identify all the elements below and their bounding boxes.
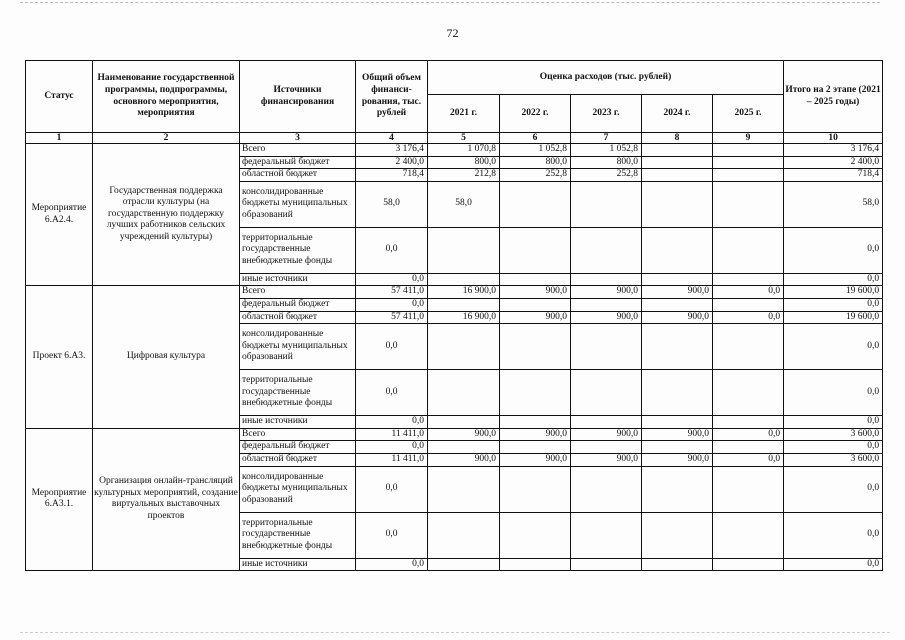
value-cell-y2025 <box>713 416 784 429</box>
value-cell-itogo: 19 600,0 <box>784 286 883 299</box>
program-name-cell: Организация онлайн-трансляций культурных мероприятий, создание виртуальных выставочных проектов <box>93 428 240 570</box>
value-cell-y2025: 0,0 <box>713 428 784 441</box>
scan-edge-top <box>20 2 880 3</box>
value-cell-y2025: 0,0 <box>713 453 784 466</box>
value-cell-y2024 <box>642 273 713 286</box>
value-cell-total: 0,0 <box>356 370 428 416</box>
value-cell-total: 3 176,4 <box>356 144 428 157</box>
value-cell-y2025 <box>713 227 784 273</box>
value-cell-y2023 <box>571 512 642 558</box>
value-cell-y2024 <box>642 298 713 311</box>
value-cell-y2024: 900,0 <box>642 453 713 466</box>
value-cell-y2025: 0,0 <box>713 311 784 324</box>
value-cell-total: 718,4 <box>356 169 428 182</box>
source-cell: консолидированные бюджеты муниципальных образований <box>240 181 356 227</box>
value-cell-y2021 <box>428 558 500 571</box>
value-cell-y2024 <box>642 558 713 571</box>
value-cell-y2024 <box>642 169 713 182</box>
value-cell-y2021: 900,0 <box>428 428 500 441</box>
value-cell-y2022 <box>500 558 571 571</box>
value-cell-itogo: 0,0 <box>784 227 883 273</box>
column-number: 7 <box>571 133 642 144</box>
source-cell: Всего <box>240 286 356 299</box>
value-cell-total: 0,0 <box>356 324 428 370</box>
header-sources: Источники финансирования <box>240 61 356 133</box>
header-year-2023: 2023 г. <box>571 95 642 133</box>
column-number: 1 <box>26 133 93 144</box>
program-name-cell: Государственная поддержка отрасли культуры (на государственную поддержку лучших работников сельских учреждений культуры) <box>93 144 240 286</box>
value-cell-itogo: 2 400,0 <box>784 156 883 169</box>
scan-edge-bottom <box>20 632 890 633</box>
table-row <box>26 428 883 441</box>
value-cell-y2022: 252,8 <box>500 169 571 182</box>
value-cell-y2025 <box>713 324 784 370</box>
value-cell-itogo: 0,0 <box>784 370 883 416</box>
value-cell-y2025 <box>713 181 784 227</box>
value-cell-y2022 <box>500 227 571 273</box>
value-cell-y2021 <box>428 370 500 416</box>
value-cell-y2022 <box>500 441 571 454</box>
source-cell: областной бюджет <box>240 311 356 324</box>
value-cell-itogo: 3 176,4 <box>784 144 883 157</box>
value-cell-y2024 <box>642 370 713 416</box>
source-cell: территориальные государственные внебюджетные фонды <box>240 512 356 558</box>
program-name-cell: Цифровая культура <box>93 286 240 428</box>
value-cell-y2024: 900,0 <box>642 286 713 299</box>
value-cell-y2022 <box>500 324 571 370</box>
source-cell: иные источники <box>240 558 356 571</box>
value-cell-y2022 <box>500 370 571 416</box>
value-cell-y2025 <box>713 370 784 416</box>
value-cell-itogo: 0,0 <box>784 324 883 370</box>
source-cell: областной бюджет <box>240 169 356 182</box>
value-cell-total: 0,0 <box>356 273 428 286</box>
table-body <box>26 144 883 571</box>
value-cell-y2022 <box>500 273 571 286</box>
value-cell-itogo: 0,0 <box>784 298 883 311</box>
value-cell-y2025 <box>713 558 784 571</box>
value-cell-itogo: 718,4 <box>784 169 883 182</box>
column-number-row <box>26 133 883 144</box>
value-cell-y2021: 212,8 <box>428 169 500 182</box>
value-cell-itogo: 58,0 <box>784 181 883 227</box>
value-cell-y2021: 900,0 <box>428 453 500 466</box>
value-cell-y2021 <box>428 441 500 454</box>
column-number: 3 <box>240 133 356 144</box>
status-cell: Мероприятие 6.А2.4. <box>26 144 93 286</box>
table-row <box>26 144 883 157</box>
value-cell-y2021: 16 900,0 <box>428 311 500 324</box>
value-cell-y2023 <box>571 324 642 370</box>
column-number: 4 <box>356 133 428 144</box>
value-cell-total: 11 411,0 <box>356 428 428 441</box>
value-cell-y2025 <box>713 466 784 512</box>
source-cell: территориальные государственные внебюджетные фонды <box>240 227 356 273</box>
column-number: 10 <box>784 133 883 144</box>
column-number: 9 <box>713 133 784 144</box>
column-number: 6 <box>500 133 571 144</box>
value-cell-y2023: 900,0 <box>571 286 642 299</box>
header-year-2024: 2024 г. <box>642 95 713 133</box>
value-cell-y2023 <box>571 441 642 454</box>
page-number: 72 <box>446 26 459 40</box>
value-cell-y2021: 1 070,8 <box>428 144 500 157</box>
source-cell: иные источники <box>240 416 356 429</box>
value-cell-y2024 <box>642 466 713 512</box>
value-cell-y2023 <box>571 227 642 273</box>
value-cell-total: 57 411,0 <box>356 286 428 299</box>
value-cell-itogo: 0,0 <box>784 441 883 454</box>
column-number: 8 <box>642 133 713 144</box>
value-cell-total: 0,0 <box>356 298 428 311</box>
table-row <box>26 286 883 299</box>
value-cell-y2023 <box>571 370 642 416</box>
value-cell-total: 57 411,0 <box>356 311 428 324</box>
value-cell-y2022: 800,0 <box>500 156 571 169</box>
value-cell-y2024: 900,0 <box>642 311 713 324</box>
value-cell-y2024 <box>642 227 713 273</box>
source-cell: иные источники <box>240 273 356 286</box>
value-cell-y2024 <box>642 416 713 429</box>
value-cell-itogo: 0,0 <box>784 416 883 429</box>
value-cell-y2023: 900,0 <box>571 453 642 466</box>
value-cell-total: 0,0 <box>356 558 428 571</box>
value-cell-y2024 <box>642 181 713 227</box>
value-cell-y2024 <box>642 156 713 169</box>
value-cell-y2025 <box>713 512 784 558</box>
value-cell-total: 0,0 <box>356 416 428 429</box>
value-cell-y2022: 900,0 <box>500 286 571 299</box>
value-cell-y2023: 800,0 <box>571 156 642 169</box>
header-total: Общий объем финанси-рования, тыс. рублей <box>356 61 428 133</box>
status-cell: Проект 6.А3. <box>26 286 93 428</box>
value-cell-y2021: 800,0 <box>428 156 500 169</box>
value-cell-y2022 <box>500 466 571 512</box>
value-cell-y2023: 252,8 <box>571 169 642 182</box>
value-cell-y2021 <box>428 227 500 273</box>
value-cell-total: 11 411,0 <box>356 453 428 466</box>
source-cell: консолидированные бюджеты муниципальных образований <box>240 324 356 370</box>
source-cell: федеральный бюджет <box>240 156 356 169</box>
header-status: Статус <box>26 61 93 133</box>
value-cell-itogo: 3 600,0 <box>784 453 883 466</box>
value-cell-y2023 <box>571 181 642 227</box>
value-cell-y2025 <box>713 156 784 169</box>
value-cell-y2021: 16 900,0 <box>428 286 500 299</box>
value-cell-y2021 <box>428 324 500 370</box>
value-cell-y2021 <box>428 512 500 558</box>
value-cell-y2023 <box>571 416 642 429</box>
value-cell-y2023: 1 052,8 <box>571 144 642 157</box>
header-name: Наименование государственной программы, подпрограммы, основного мероприятия, мероприятия <box>93 61 240 133</box>
column-number: 2 <box>93 133 240 144</box>
value-cell-y2023 <box>571 466 642 512</box>
value-cell-y2024 <box>642 441 713 454</box>
value-cell-total: 0,0 <box>356 512 428 558</box>
header-estimate: Оценка расходов (тыс. рублей) <box>428 61 784 95</box>
value-cell-y2023 <box>571 298 642 311</box>
budget-table <box>25 60 883 571</box>
value-cell-total: 58,0 <box>356 181 428 227</box>
value-cell-y2023 <box>571 558 642 571</box>
source-cell: Всего <box>240 144 356 157</box>
value-cell-total: 0,0 <box>356 441 428 454</box>
source-cell: Всего <box>240 428 356 441</box>
value-cell-y2021 <box>428 416 500 429</box>
value-cell-y2021 <box>428 298 500 311</box>
value-cell-total: 2 400,0 <box>356 156 428 169</box>
value-cell-y2024 <box>642 324 713 370</box>
value-cell-itogo: 0,0 <box>784 558 883 571</box>
value-cell-itogo: 3 600,0 <box>784 428 883 441</box>
value-cell-y2022: 1 052,8 <box>500 144 571 157</box>
header-year-2022: 2022 г. <box>500 95 571 133</box>
value-cell-total: 0,0 <box>356 227 428 273</box>
header-itogo: Итого на 2 этапе (2021 – 2025 годы) <box>784 61 883 133</box>
value-cell-y2023 <box>571 273 642 286</box>
value-cell-y2022: 900,0 <box>500 311 571 324</box>
source-cell: федеральный бюджет <box>240 298 356 311</box>
value-cell-total: 0,0 <box>356 466 428 512</box>
value-cell-y2022 <box>500 512 571 558</box>
value-cell-y2025 <box>713 169 784 182</box>
source-cell: территориальные государственные внебюджетные фонды <box>240 370 356 416</box>
value-cell-y2025: 0,0 <box>713 286 784 299</box>
value-cell-y2025 <box>713 144 784 157</box>
value-cell-y2024: 900,0 <box>642 428 713 441</box>
value-cell-y2021 <box>428 273 500 286</box>
value-cell-y2025 <box>713 298 784 311</box>
source-cell: областной бюджет <box>240 453 356 466</box>
header-year-2025: 2025 г. <box>713 95 784 133</box>
value-cell-y2022 <box>500 416 571 429</box>
value-cell-itogo: 0,0 <box>784 273 883 286</box>
value-cell-y2022 <box>500 298 571 311</box>
value-cell-itogo: 0,0 <box>784 512 883 558</box>
value-cell-y2021 <box>428 466 500 512</box>
value-cell-y2022: 900,0 <box>500 453 571 466</box>
value-cell-y2025 <box>713 441 784 454</box>
value-cell-itogo: 19 600,0 <box>784 311 883 324</box>
value-cell-y2023: 900,0 <box>571 311 642 324</box>
source-cell: федеральный бюджет <box>240 441 356 454</box>
column-number: 5 <box>428 133 500 144</box>
source-cell: консолидированные бюджеты муниципальных образований <box>240 466 356 512</box>
value-cell-y2022 <box>500 181 571 227</box>
status-cell: Мероприятие 6.А3.1. <box>26 428 93 570</box>
header-year-2021: 2021 г. <box>428 95 500 133</box>
value-cell-y2023: 900,0 <box>571 428 642 441</box>
value-cell-itogo: 0,0 <box>784 466 883 512</box>
value-cell-y2024 <box>642 144 713 157</box>
value-cell-y2025 <box>713 273 784 286</box>
value-cell-y2024 <box>642 512 713 558</box>
value-cell-y2021: 58,0 <box>428 181 500 227</box>
value-cell-y2022: 900,0 <box>500 428 571 441</box>
